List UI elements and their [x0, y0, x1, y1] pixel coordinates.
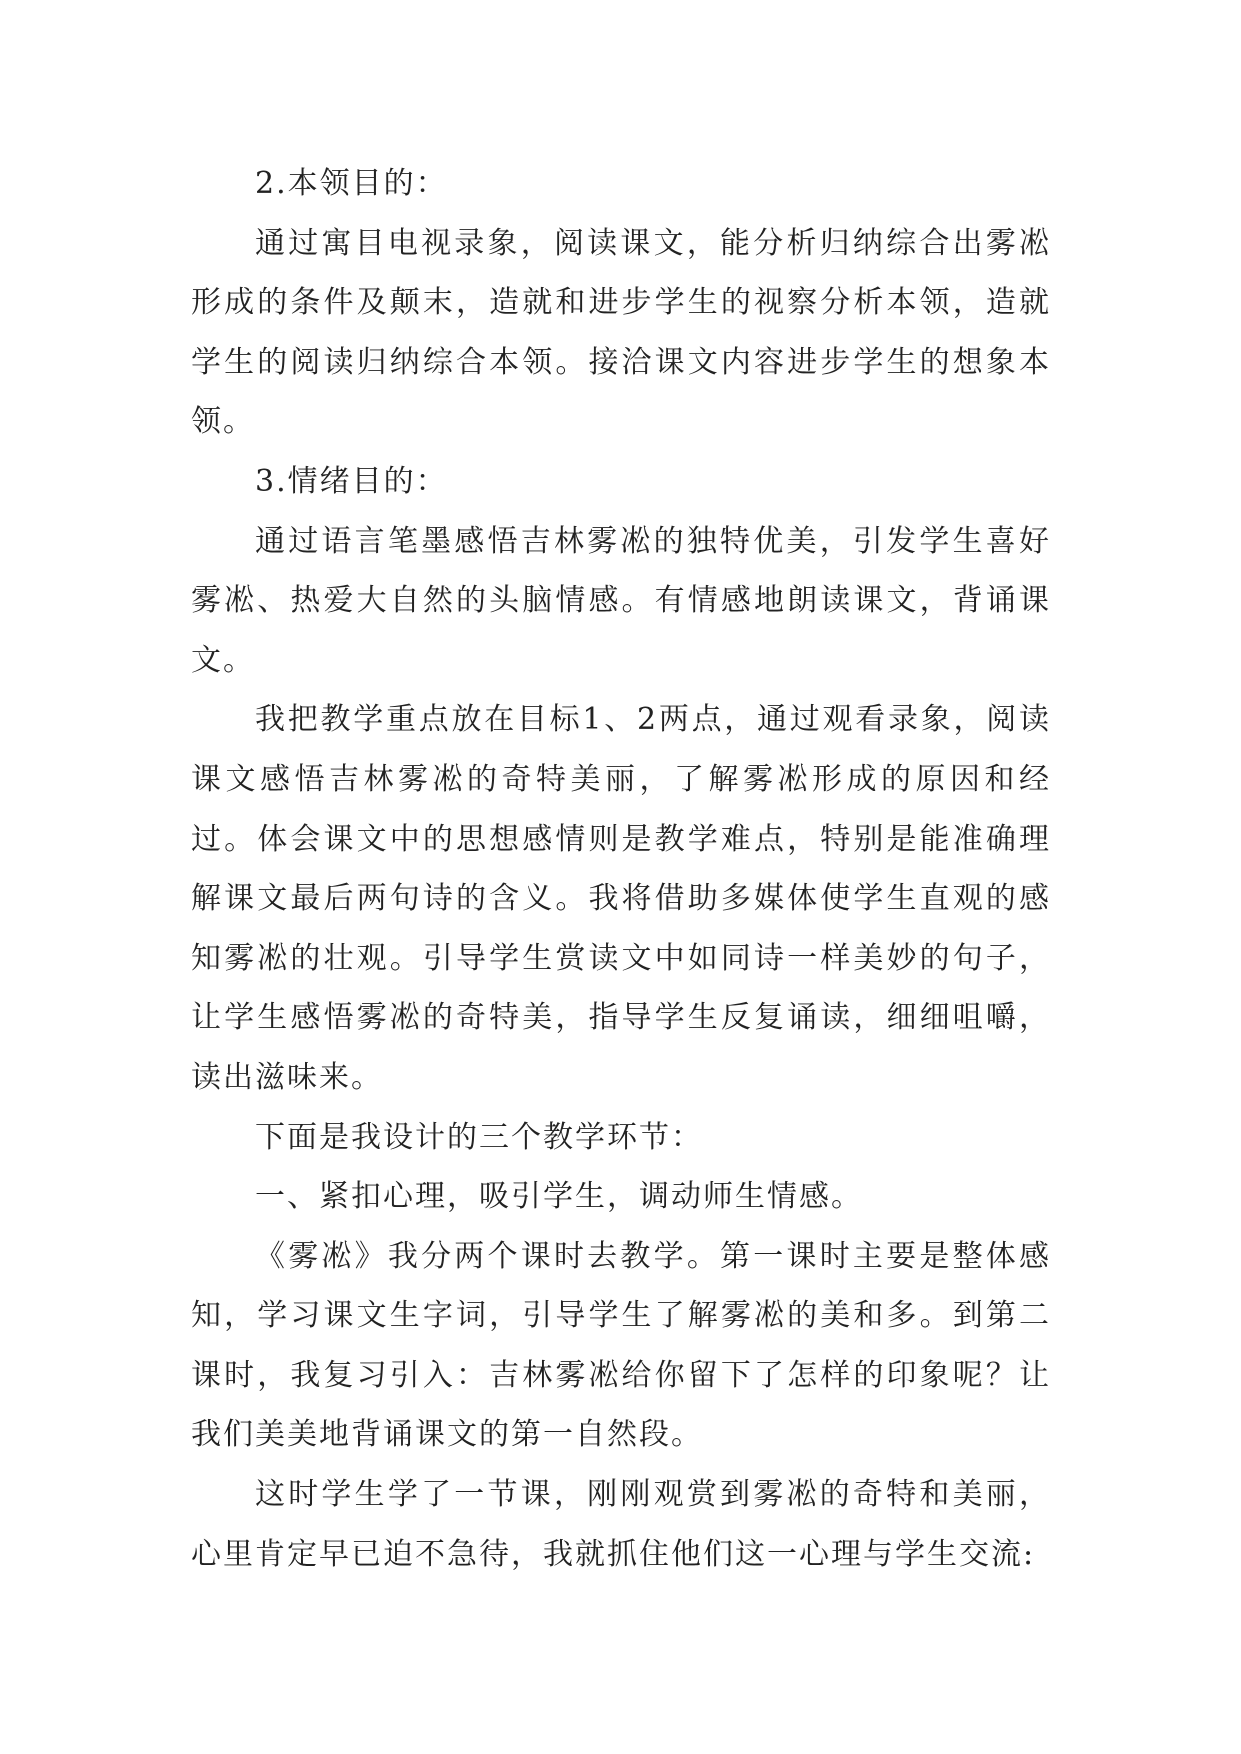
paragraph-objective-3-body: 通过语言笔墨感悟吉林雾凇的独特优美，引发学生喜好雾凇、热爱大自然的头脑情感。有情感地朗读课文，背诵课文。 [191, 523, 1051, 678]
paragraph-step-1-body: 《雾凇》我分两个课时去教学。第一课时主要是整体感知，学习课文生字词，引导学生了解雾凇的美和多。到第二课时，我复习引入：吉林雾凇给你留下了怎样的印象呢？让我们美美地背诵课文的第一自然段。 [191, 1238, 1051, 1453]
paragraph-objective-3-heading: 3.情绪目的： [255, 463, 448, 499]
paragraph-objective-2-body: 通过寓目电视录象，阅读课文，能分析归纳综合出雾凇形成的条件及颠末，造就和进步学生的视察分析本领，造就学生的阅读归纳综合本领。接洽课文内容进步学生的想象本领。 [191, 225, 1051, 440]
paragraph-teaching-steps-intro: 下面是我设计的三个教学环节： [255, 1119, 703, 1155]
paragraph-objective-2-heading: 2.本领目的： [255, 166, 448, 201]
document-body [191, 154, 1051, 1584]
paragraph-teaching-focus: 我把教学重点放在目标1、2两点，通过观看录象，阅读课文感悟吉林雾凇的奇特美丽，了解雾凇形成的原因和经过。体会课文中的思想感情则是教学难点，特别是能准确理解课文最后两句诗的含义。我将借助多媒体使学生直观的感知雾凇的壮观。引导学生赏读文中如同诗一样美妙的句子，让学生感悟雾凇的奇特美，指导学生反复诵读，细细咀嚼，读出滋味来。 [191, 702, 1051, 1095]
paragraph-step-1-continued: 这时学生学了一节课，刚刚观赏到雾凇的奇特和美丽，心里肯定早已迫不急待，我就抓住他们这一心理与学生交流: [191, 1477, 1051, 1572]
paragraph-step-1-heading: 一、紧扣心理，吸引学生，调动师生情感。 [255, 1179, 863, 1215]
